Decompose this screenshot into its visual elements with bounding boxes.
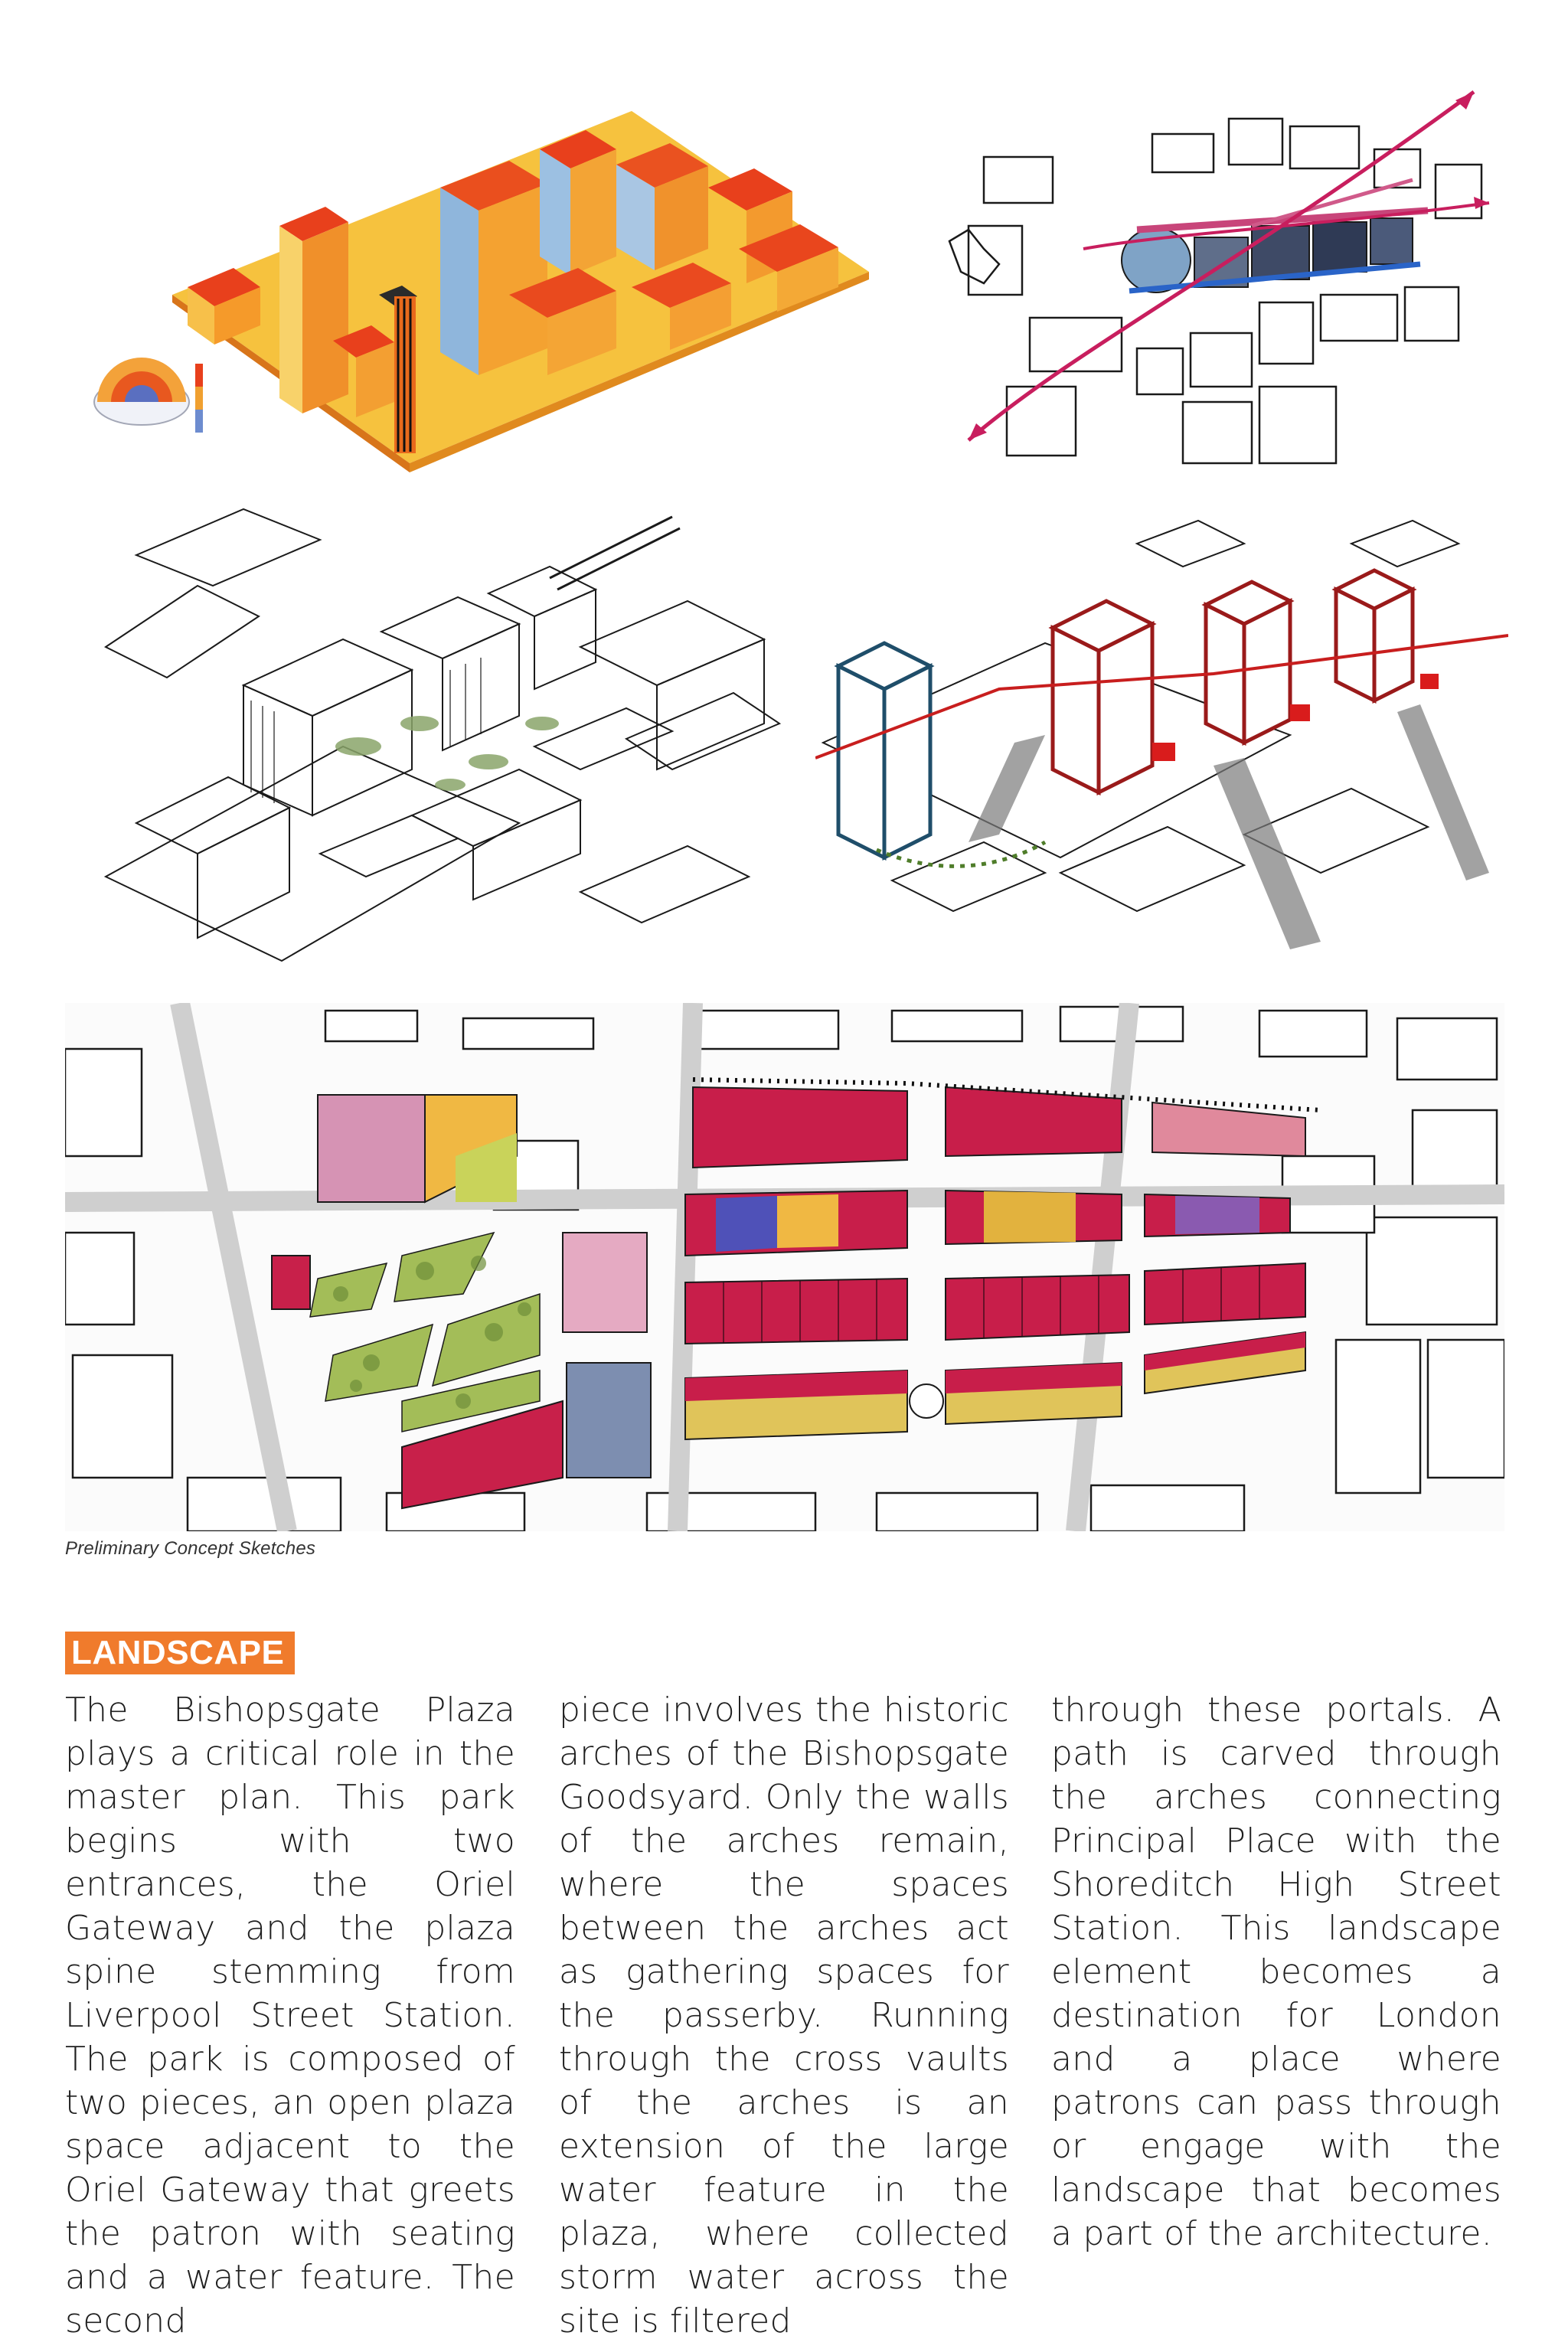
solar-radiation-figure [80,96,900,475]
axonometric-sketch-right-figure [815,513,1508,972]
body-column-2 [559,1688,1009,2343]
axonometric-sketch-left-figure [90,494,802,988]
axonometric-line-sketch-illustration [90,494,802,988]
figure-caption: Preliminary Concept Sketches [65,1538,316,1559]
section-heading: LANDSCAPE [65,1632,295,1674]
axonometric-massing-sketch-illustration [815,513,1508,972]
site-plan-figure [65,1003,1504,1531]
body-text-column-2: piece involves the historic arches of the Bishopsgate Goodsyard. Only the walls of the arches remain, where the spaces between the arches act as gathering spaces for the passerby. Running through the cross vaults of the arches is an extension of the large water feature in the plaza, where collected storm water across the site is filtered [559,1690,1009,2341]
solar-radiation-axonometric-illustration [80,96,900,475]
body-column-3 [1051,1688,1501,2256]
body-column-1 [65,1688,515,2343]
colored-site-plan-illustration [65,1003,1504,1531]
circulation-diagram-figure [938,73,1504,471]
body-text-column-1: The Bishopsgate Plaza plays a critical role in the master plan. This park begins with two entrances, the Oriel Gateway and the plaza spine stemming from Liverpool Street Station. The park is composed of two pieces, an open plaza space adjacent to the Oriel Gateway that greets the patron with seating and a water feature. The second [65,1690,515,2341]
body-text-column-3: through these portals. A path is carved through the arches connecting Principal Place with the Shoreditch High Street Station. This landscape element becomes a destination for London and a place where patrons can pass through or engage with the landscape that becomes a part of the architecture. [1051,1690,1501,2253]
circulation-arrows-sketch-illustration [938,73,1504,471]
